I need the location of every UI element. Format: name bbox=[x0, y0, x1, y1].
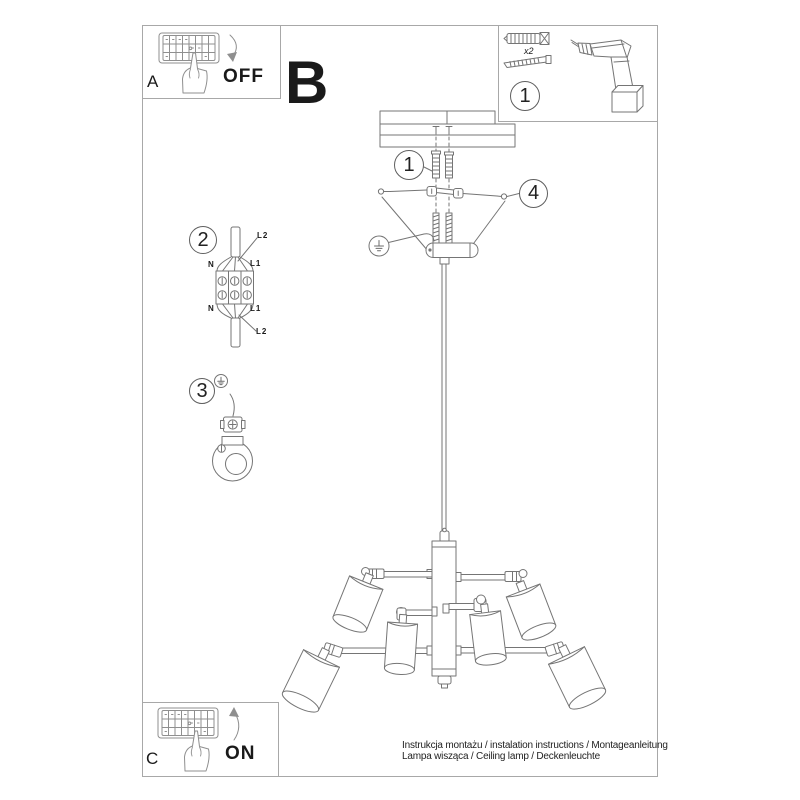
pendant-cable bbox=[442, 264, 446, 532]
footer-title-line: Instrukcja montażu / instalation instructions / Montageanleitung bbox=[402, 740, 668, 751]
chandelier-drawing bbox=[280, 528, 609, 716]
step-badge-parts: 1 bbox=[510, 81, 540, 111]
on-label: ON bbox=[225, 743, 256, 764]
long-screws-drawing bbox=[433, 213, 452, 245]
terminal-block-diagram bbox=[216, 227, 257, 347]
wire-label-l1-top: L1 bbox=[250, 259, 262, 268]
screw-icon bbox=[504, 56, 551, 68]
section-b-label: B bbox=[285, 49, 329, 116]
arrow-down-icon bbox=[227, 35, 237, 62]
breaker-panel-icon-c bbox=[158, 708, 218, 738]
step-badge-ground: 3 bbox=[189, 378, 215, 404]
wire-label-l2-bottom: L2 bbox=[256, 327, 268, 336]
wire-label-l1-bottom: L1 bbox=[250, 304, 262, 313]
wall-plug-icon bbox=[504, 33, 549, 45]
drill-icon bbox=[571, 40, 643, 112]
step-badge-screws: 4 bbox=[519, 179, 548, 208]
off-label: OFF bbox=[223, 66, 264, 87]
canopy-drawing bbox=[426, 243, 478, 264]
breaker-panel-icon-a bbox=[159, 33, 219, 63]
hand-icon-a bbox=[183, 53, 208, 93]
wire-label-n-bottom: N bbox=[208, 304, 215, 313]
cable-clamp-drawing bbox=[213, 375, 253, 482]
wire-label-n-top: N bbox=[208, 260, 215, 269]
wall-plugs-drawing bbox=[424, 151, 454, 178]
box-c-label: C bbox=[146, 749, 159, 768]
box-a-label: A bbox=[147, 72, 159, 91]
step-badge-wiring: 2 bbox=[189, 226, 217, 254]
wire-label-l2-top: L2 bbox=[257, 231, 269, 240]
arrow-up-icon bbox=[229, 707, 239, 740]
hand-icon-c bbox=[185, 731, 210, 771]
footer-product-line: Lampa wisząca / Ceiling lamp / Deckenleuchte bbox=[402, 751, 600, 762]
ceiling-drawing bbox=[380, 111, 515, 147]
step-badge-dowels: 1 bbox=[394, 150, 424, 180]
dowel-quantity-label: x2 bbox=[524, 46, 534, 56]
earth-symbol-icon bbox=[369, 234, 434, 256]
